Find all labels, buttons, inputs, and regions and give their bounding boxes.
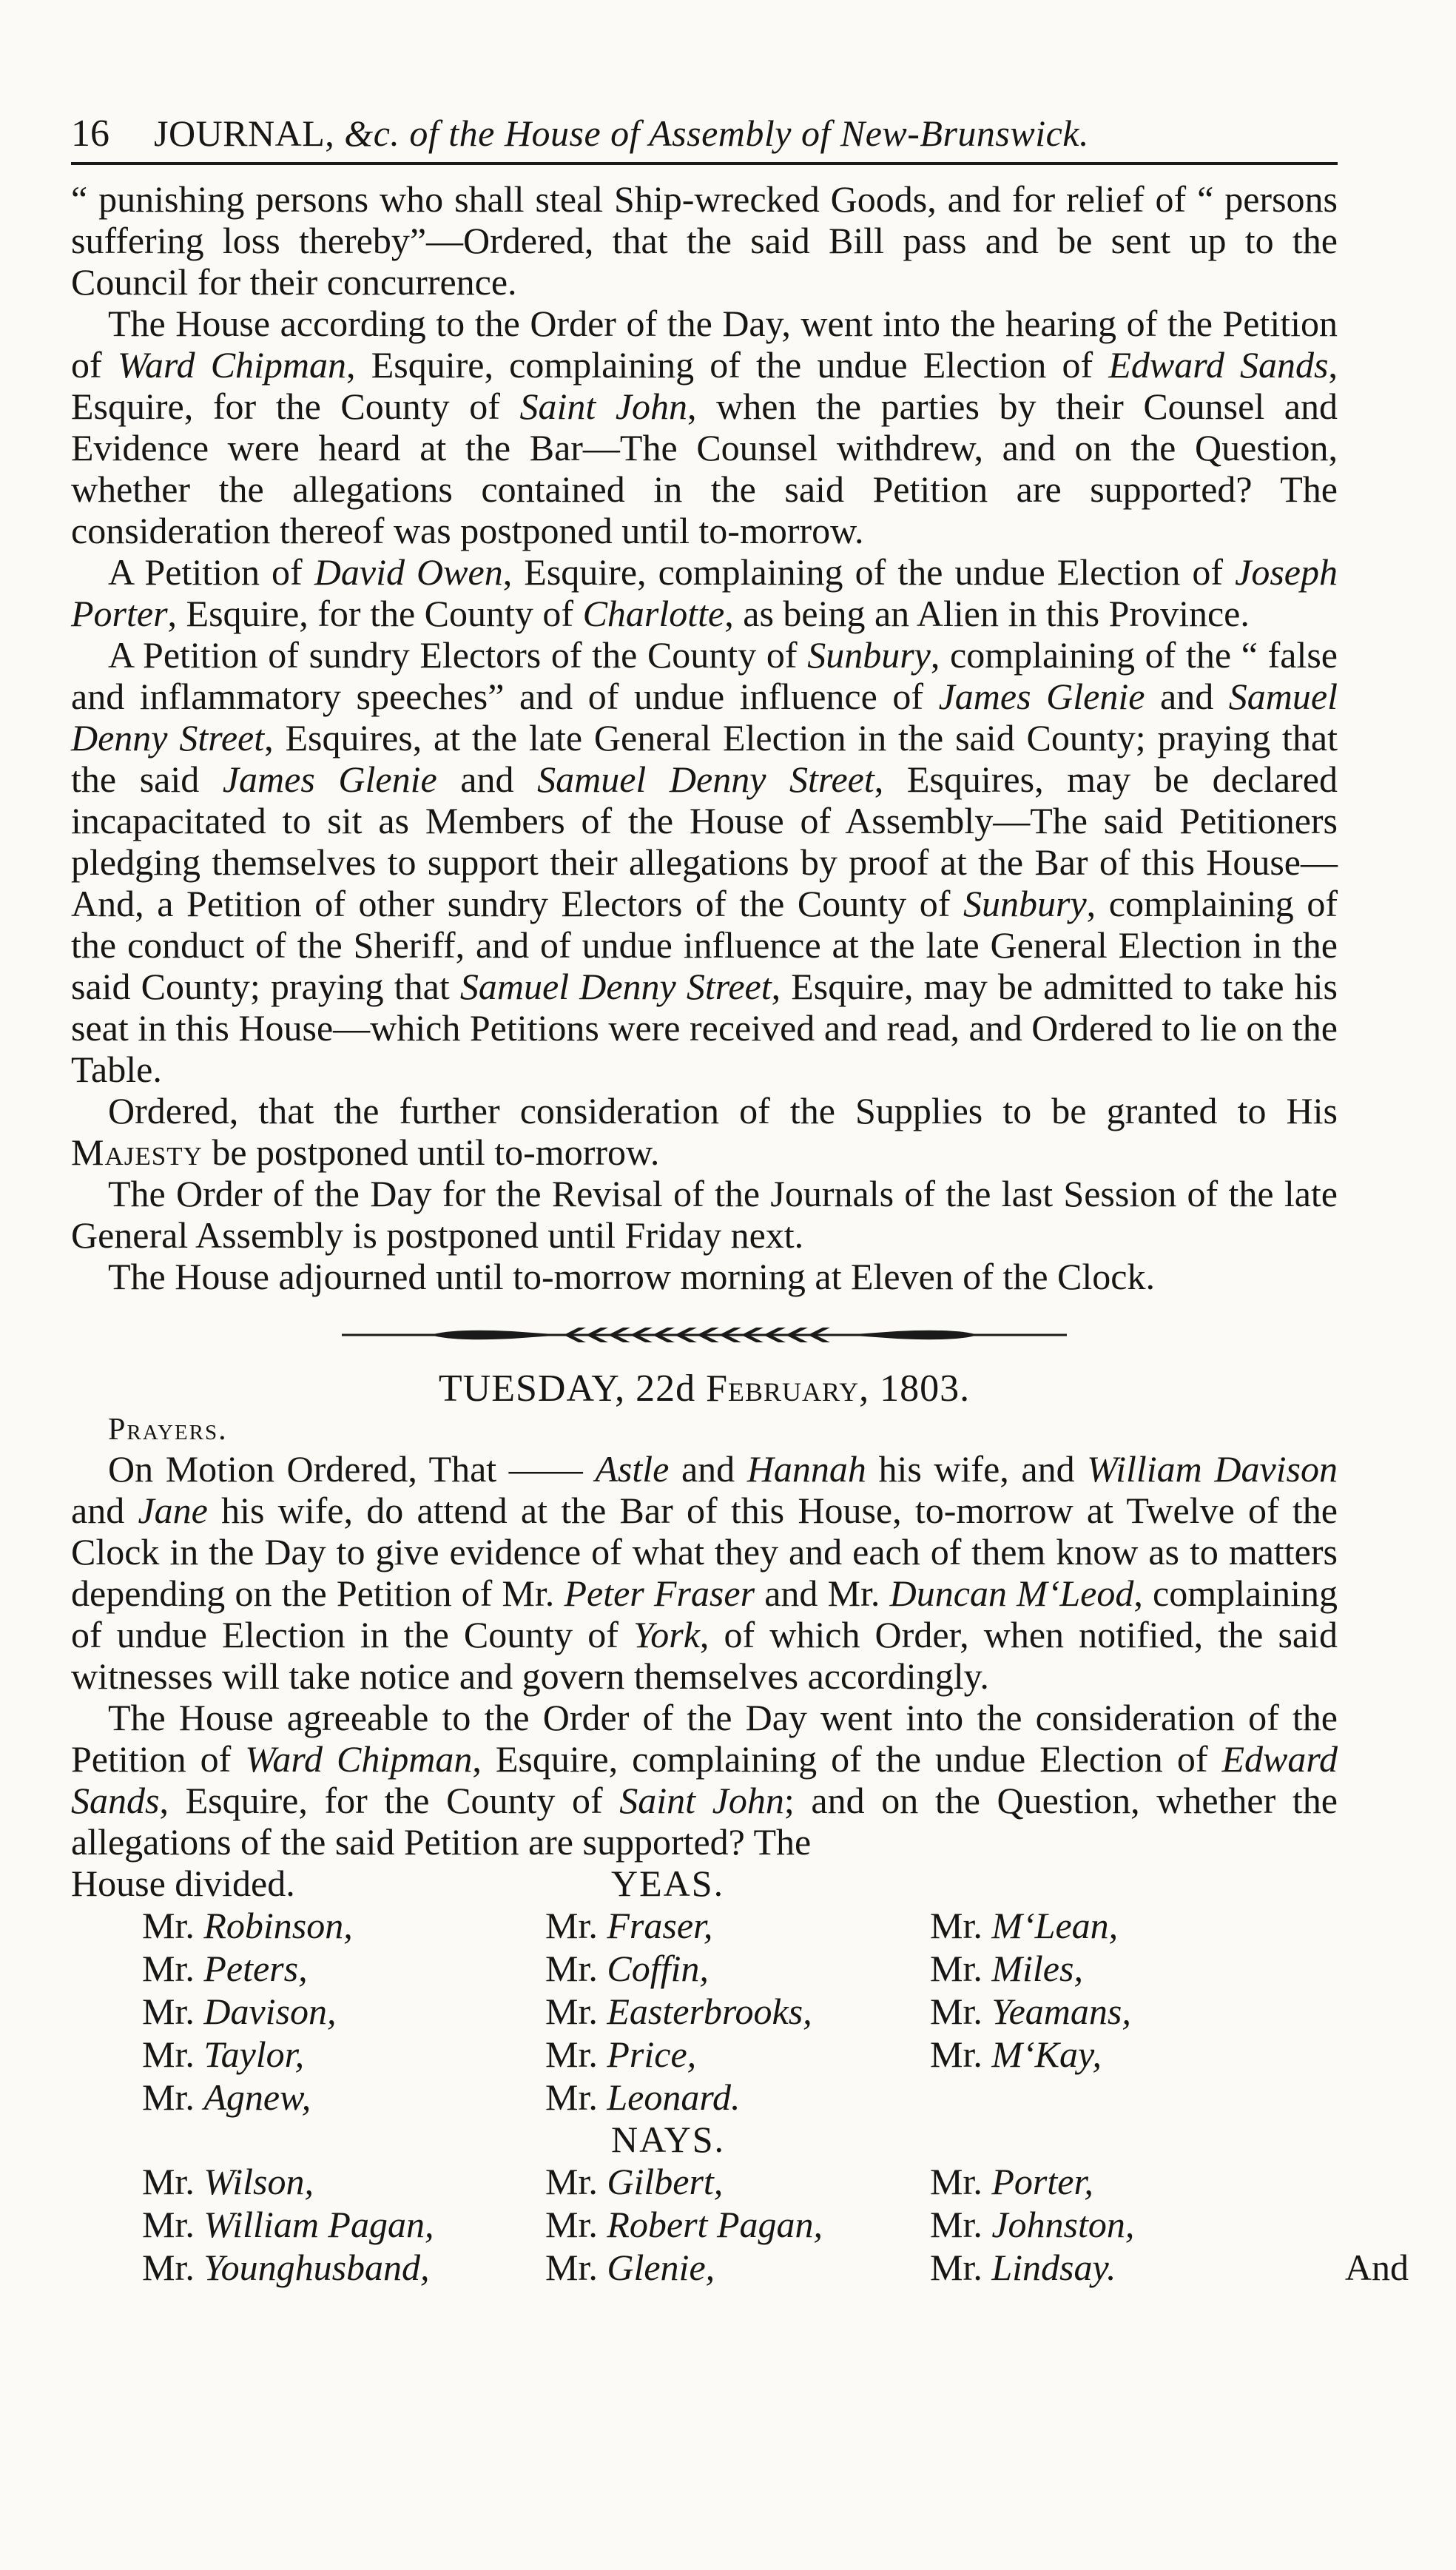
member-name: Robert Pagan,	[607, 2204, 823, 2245]
text-run: and Mr.	[755, 1572, 890, 1614]
member-name: Gilbert,	[607, 2161, 724, 2202]
text-run: A Petition of sundry Electors of the County of	[108, 634, 808, 676]
yea-member	[930, 1990, 1270, 2033]
member-name: Johnston,	[991, 2204, 1135, 2245]
italic-name: Ward Chipman	[245, 1738, 473, 1780]
member-title: Mr.	[930, 2204, 992, 2245]
italic-name: Edward Sands	[1108, 344, 1329, 386]
member-title: Mr.	[545, 2204, 607, 2245]
column-spacer	[1270, 2203, 1409, 2246]
text-run: , Esquires, may be declared incapacitated to sit as Members of the House of Assembly—The said Petitioners pledging themselves to support their allegations by proof at the Bar of this House—And, a Petition of other sundry Electors of the County of	[71, 758, 1338, 924]
member-title: Mr.	[142, 2076, 204, 2118]
italic-name: David Owen	[314, 551, 503, 593]
italic-name: James Glenie	[938, 676, 1145, 717]
paragraph-witnesses-order	[71, 1448, 1338, 1697]
yea-member	[142, 1904, 545, 1947]
catchword: And	[1344, 2247, 1409, 2288]
member-title: Mr.	[930, 2161, 992, 2202]
journal-text-day	[71, 1448, 1338, 1863]
yea-member	[142, 1947, 545, 1990]
member-name: Younghusband,	[203, 2247, 430, 2288]
italic-name: Joseph Porter	[71, 551, 1338, 634]
yea-member	[930, 2033, 1270, 2076]
journal-text-top	[71, 178, 1338, 1297]
member-title: Mr.	[545, 2034, 607, 2075]
text-run: and	[1145, 676, 1229, 717]
nay-member	[930, 2160, 1270, 2203]
text-run: ; and on the Question, whether the allegations of the said Petition are supported? The	[71, 1780, 1338, 1863]
member-name: Agnew,	[203, 2076, 311, 2118]
member-name: Miles,	[991, 1948, 1083, 1989]
column-spacer	[1270, 2033, 1409, 2076]
nays-list	[71, 2160, 1409, 2289]
member-title: Mr.	[930, 1905, 992, 1946]
column-spacer	[1270, 2160, 1409, 2203]
nay-member	[545, 2246, 930, 2289]
italic-name: Ward Chipman	[117, 344, 347, 386]
text-run: , Esquire, complaining of the undue Election of	[502, 551, 1236, 593]
text-run: Ordered, that the further consideration of the Supplies to be granted to His	[108, 1090, 1338, 1131]
italic-name: Samuel Denny Street	[71, 676, 1338, 758]
yeas-list	[71, 1904, 1338, 2119]
italic-name: Charlotte	[582, 593, 725, 634]
italic-name: Duncan M‘Leod	[889, 1572, 1134, 1614]
day-heading: TUESDAY, 22d February, 1803.	[438, 1368, 971, 1410]
nay-member	[930, 2203, 1270, 2246]
text-run: , of which Order, when notified, the said witnesses will take notice and govern themselves accordingly.	[71, 1614, 1338, 1697]
member-title: Mr.	[142, 1905, 204, 1946]
yea-member	[545, 1947, 930, 1990]
member-name: M‘Lean,	[991, 1905, 1119, 1946]
running-header	[71, 111, 1338, 165]
ornament-rule-svg	[342, 1324, 1067, 1346]
yea-member	[930, 2076, 1270, 2119]
member-title: Mr.	[930, 1948, 992, 1989]
text-run: , when the parties by their Counsel and Evidence were heard at the Bar—The Counsel withdrew, and on the Question, whether the allegations contained in the said Petition are supported? The consideration thereof was postponed until to-morrow.	[71, 386, 1338, 551]
text-run: , Esquire, complaining of the undue Election of	[346, 344, 1109, 386]
paragraph-chipman-hearing	[71, 303, 1338, 551]
member-name: Lindsay.	[991, 2247, 1116, 2288]
member-title: Mr.	[545, 2161, 607, 2202]
member-title: Mr.	[545, 1991, 607, 2032]
yea-member	[142, 2033, 545, 2076]
member-name: Fraser,	[607, 1905, 713, 1946]
page-number: 16	[71, 112, 109, 155]
yea-member	[930, 1904, 1270, 1947]
yea-member	[930, 1947, 1270, 1990]
nay-member	[930, 2246, 1270, 2289]
italic-name: James Glenie	[222, 758, 437, 800]
italic-name: Astle	[595, 1448, 670, 1490]
text-run: The House agreeable to the Order of the Day went into the consideration of the Petition of	[71, 1697, 1338, 1780]
member-name: William Pagan,	[203, 2204, 434, 2245]
text-run: his wife, do attend at the Bar of this House, to-morrow at Twelve of the Clock in the Day to give evidence of what they and each of them know as to matters depending on the Petition of Mr.	[71, 1490, 1338, 1614]
italic-name: Sunbury	[963, 883, 1087, 924]
paragraph-revisal: The Order of the Day for the Revisal of the Journals of the last Session of the late General Assembly is postponed until Friday next.	[71, 1173, 1338, 1256]
nay-member	[142, 2203, 545, 2246]
member-title: Mr.	[545, 1948, 607, 1989]
yea-member	[545, 2076, 930, 2119]
paragraph-bill-pass: “ punishing persons who shall steal Ship-wrecked Goods, and for relief of “ persons suffering loss thereby”—Ordered, that the said Bill pass and be sent up to the Council for their concurrence.	[71, 178, 1338, 303]
member-title: Mr.	[545, 2076, 607, 2118]
paragraph-adjourned: The House adjourned until to-morrow morning at Eleven of the Clock.	[108, 1256, 1155, 1297]
text-run: , Esquire, may be admitted to take his seat in this House—which Petitions were received and read, and Ordered to lie on the Table.	[71, 966, 1338, 1090]
ornamental-rule	[71, 1324, 1338, 1346]
nay-member	[142, 2160, 545, 2203]
text-run: , Esquire, for the County of	[71, 344, 1338, 427]
text-run: , Esquire, for the County of	[167, 593, 583, 634]
text-run: , complaining of the conduct of the Sheriff, and of undue influence at the late General Election in the said County; praying that	[71, 883, 1338, 1007]
italic-name: Samuel Denny Street	[537, 758, 874, 800]
member-title: Mr.	[545, 1905, 607, 1946]
paragraph-chipman-consideration	[71, 1697, 1338, 1863]
text-run: and	[669, 1448, 747, 1490]
italic-name: Sunbury	[807, 634, 931, 676]
nay-member	[545, 2203, 930, 2246]
paragraph-owen-petition	[71, 551, 1338, 634]
column-spacer	[1270, 1904, 1409, 1947]
member-title: Mr.	[142, 2247, 204, 2288]
nay-member	[142, 2246, 545, 2289]
italic-name: Saint John	[519, 386, 688, 427]
member-title: Mr.	[142, 2161, 204, 2202]
member-name: Wilson,	[203, 2161, 314, 2202]
text-run: The House according to the Order of the Day, went into the hearing of the Petition of	[71, 303, 1338, 386]
italic-name: York	[633, 1614, 700, 1655]
member-name: Price,	[607, 2034, 697, 2075]
text-run: his wife, and	[866, 1448, 1088, 1490]
yea-member	[545, 2033, 930, 2076]
member-name: Yeamans,	[991, 1991, 1131, 2032]
yea-member	[142, 1990, 545, 2033]
italic-name: Edward Sands	[71, 1738, 1338, 1821]
journal-page	[71, 111, 1409, 2289]
member-title: Mr.	[142, 1991, 204, 2032]
text-run: , Esquires, at the late General Election in the said County; praying that the said	[71, 717, 1338, 800]
member-title: Mr.	[142, 2034, 204, 2075]
nays-heading: NAYS.	[611, 2119, 726, 2160]
prayers-label: Prayers.	[108, 1413, 228, 1447]
member-name: Glenie,	[607, 2247, 715, 2288]
text-run: , Esquire, complaining of the undue Election of	[472, 1738, 1222, 1780]
column-spacer	[1270, 1990, 1409, 2033]
member-name: Peters,	[203, 1948, 308, 1989]
column-spacer	[1270, 1947, 1409, 1990]
italic-name: Peter Fraser	[564, 1572, 755, 1614]
member-name: Coffin,	[607, 1948, 709, 1989]
member-name: Leonard.	[607, 2076, 741, 2118]
nay-member	[545, 2160, 930, 2203]
house-divided-label: House divided.	[71, 1863, 295, 1904]
member-title: Mr.	[930, 2034, 992, 2075]
paragraph-supplies	[71, 1090, 1338, 1173]
member-name: Robinson,	[203, 1905, 353, 1946]
text-run: A Petition of	[108, 551, 314, 593]
yea-member	[142, 2076, 545, 2119]
member-title: Mr.	[930, 1991, 992, 2032]
yeas-heading: YEAS.	[611, 1863, 725, 1904]
text-run: , Esquire, for the County of	[159, 1780, 620, 1821]
italic-name: Samuel Denny Street	[459, 966, 772, 1007]
text-run: and	[437, 758, 538, 800]
member-name: Easterbrooks,	[607, 1991, 812, 2032]
italic-name: William Davison	[1087, 1448, 1338, 1490]
italic-name: Saint John	[619, 1780, 784, 1821]
yea-member	[545, 1990, 930, 2033]
member-title: Mr.	[142, 1948, 204, 1989]
text-run: , complaining of undue Election in the County of	[71, 1572, 1338, 1655]
running-title: JOURNAL, &c. of the House of Assembly of New-Brunswick.	[154, 112, 1090, 154]
member-name: Taylor,	[203, 2034, 305, 2075]
text-run: On Motion Ordered, That ——	[108, 1448, 596, 1490]
text-run: be postponed until to-morrow.	[202, 1131, 660, 1173]
member-title: Mr.	[545, 2247, 607, 2288]
division-line	[71, 1863, 1338, 1904]
member-name: Davison,	[203, 1991, 337, 2032]
italic-name: Hannah	[746, 1448, 866, 1490]
text-run: , complaining of the “ false and inflammatory speeches” and of undue influence of	[71, 634, 1338, 717]
italic-name: Jane	[138, 1490, 208, 1531]
paragraph-sunbury-petitions	[71, 634, 1338, 1090]
member-title: Mr.	[142, 2204, 204, 2245]
text-run: , as being an Alien in this Province.	[724, 593, 1250, 634]
yea-member	[545, 1904, 930, 1947]
member-name: M‘Kay,	[991, 2034, 1102, 2075]
small-caps-text: Majesty	[71, 1131, 203, 1173]
member-title: Mr.	[930, 2247, 992, 2288]
member-name: Porter,	[991, 2161, 1093, 2202]
text-run: and	[71, 1490, 138, 1531]
column-spacer	[1270, 2076, 1409, 2119]
